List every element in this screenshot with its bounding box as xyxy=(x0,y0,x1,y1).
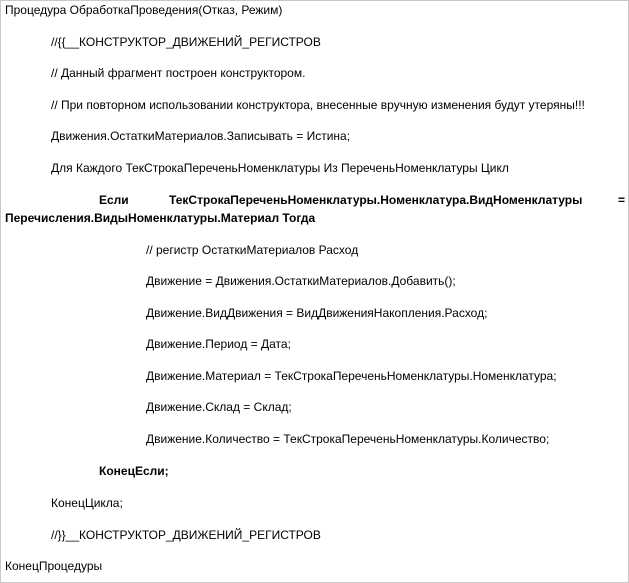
constructor-begin-comment: //{{__КОНСТРУКТОР_ДВИЖЕНИЙ_РЕГИСТРОВ xyxy=(51,35,321,49)
code-line: Движение.Материал = ТекСтрокаПереченьНоменклатуры.Номенклатура; xyxy=(146,369,557,383)
if-equals-sign: = xyxy=(618,193,626,207)
comment-line: // Данный фрагмент построен конструктором. xyxy=(51,66,306,80)
code-line: Движение.ВидДвижения = ВидДвиженияНакопления.Расход; xyxy=(146,306,488,320)
code-line: Движения.ОстаткиМатериалов.Записывать = Истина; xyxy=(51,129,351,143)
loop-header: Для Каждого ТекСтрокаПереченьНоменклатуры Из ПереченьНоменклатуры Цикл xyxy=(51,161,509,175)
procedure-header: Процедура ОбработкаПроведения(Отказ, Режим) xyxy=(5,3,283,17)
end-if: КонецЕсли; xyxy=(99,464,169,478)
procedure-end: КонецПроцедуры xyxy=(5,559,103,573)
comment-line: // При повторном использовании конструктора, внесенные вручную изменения будут утеряны!!! xyxy=(51,98,585,112)
constructor-end-comment: //}}__КОНСТРУКТОР_ДВИЖЕНИЙ_РЕГИСТРОВ xyxy=(51,528,321,542)
end-loop: КонецЦикла; xyxy=(51,496,123,510)
code-line: Движение.Количество = ТекСтрокаПереченьНоменклатуры.Количество; xyxy=(146,432,550,446)
if-condition-continuation: Перечисления.ВидыНоменклатуры.Материал Тогда xyxy=(5,211,316,225)
code-line: Движение = Движения.ОстаткиМатериалов.Добавить(); xyxy=(146,274,456,288)
code-line: Движение.Период = Дата; xyxy=(146,337,291,351)
code-line: Движение.Склад = Склад; xyxy=(146,400,292,414)
comment-line: // регистр ОстаткиМатериалов Расход xyxy=(146,243,359,257)
if-keyword: Если xyxy=(99,193,129,207)
if-condition: ТекСтрокаПереченьНоменклатуры.Номенклатура.ВидНоменклатуры xyxy=(169,193,583,207)
